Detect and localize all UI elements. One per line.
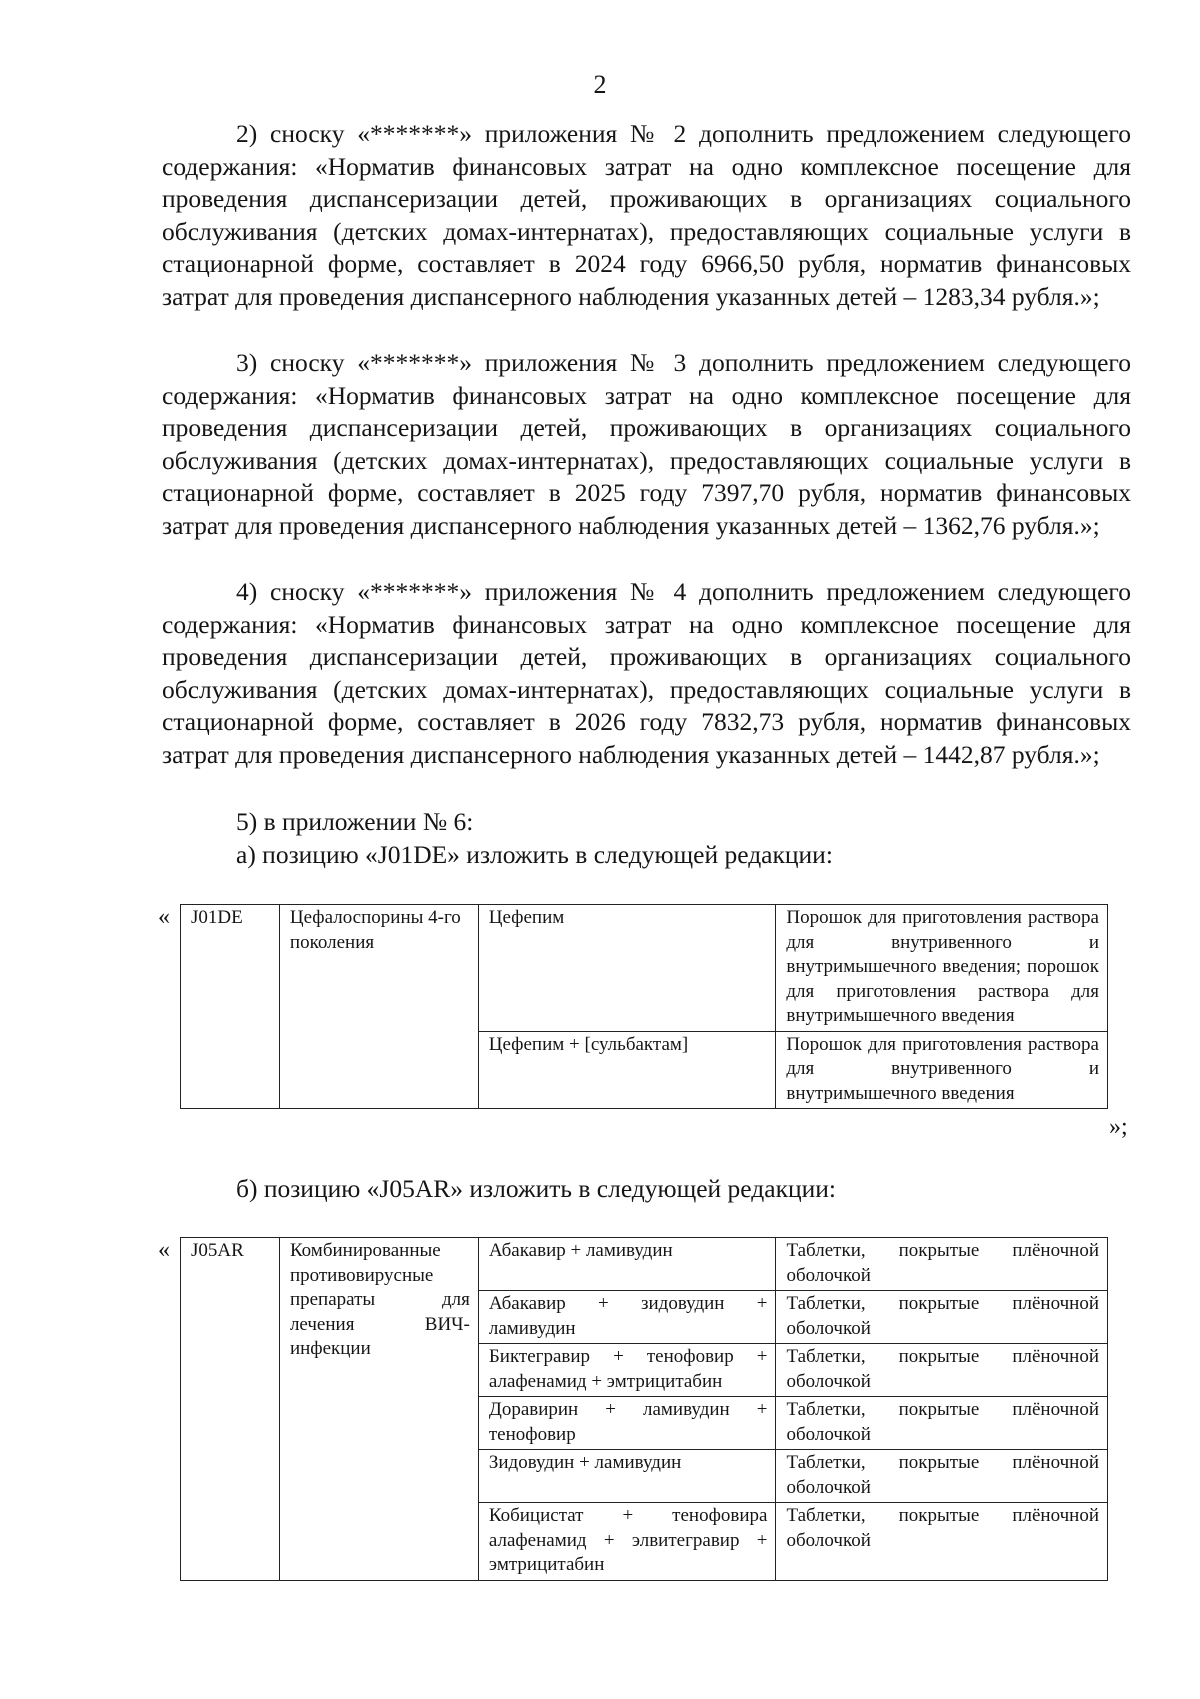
table-b-open-quote: « — [158, 1237, 170, 1263]
subitem-b-heading: б) позицию «J05AR» изложить в следующей редакции: — [236, 1174, 836, 1203]
atc-code-cell: J01DE — [181, 905, 280, 1109]
page-number: 2 — [593, 70, 607, 99]
drug-name-cell: Абакавир + ламивудин — [478, 1238, 776, 1291]
amendment-item-4: 4) сноску «*******» приложения № 4 дополнить предложением следующего содержания: «Норматив финансовых затрат на одно комплексное посещение для проведения диспансеризации детей, проживающих в организациях социального обслуживания (детских домах-интернатах), предоставляющих социальные услуги в стационарной форме, составляет в 2026 году 7832,73 рубля, норматив финансовых затрат для проведения диспансерного наблюдения указанных детей – 1442,87 рубля.»; — [162, 577, 1131, 769]
drug-name-cell: Абакавир + зидовудин + ламивудин — [478, 1291, 776, 1344]
amendment-item-2: 2) сноску «*******» приложения № 2 дополнить предложением следующего содержания: «Норматив финансовых затрат на одно комплексное посещение для проведения диспансеризации детей, проживающих в организациях социального обслуживания (детских домах-интернатах), предоставляющих социальные услуги в стационарной форме, составляет в 2024 году 6966,50 рубля, норматив финансовых затрат для проведения диспансерного наблюдения указанных детей – 1283,34 рубля.»; — [162, 119, 1131, 311]
drug-name-cell: Кобицистат + тенофовира алафенамид + элвитегравир + эмтрицитабин — [478, 1503, 776, 1581]
table-row — [181, 1238, 1108, 1291]
amendment-item-3: 3) сноску «*******» приложения № 3 дополнить предложением следующего содержания: «Норматив финансовых затрат на одно комплексное посещение для проведения диспансеризации детей, проживающих в организациях социального обслуживания (детских домах-интернатах), предоставляющих социальные услуги в стационарной форме, составляет в 2025 году 7397,70 рубля, норматив финансовых затрат для проведения диспансерного наблюдения указанных детей – 1362,76 рубля.»; — [162, 348, 1131, 540]
dosage-form-cell: Порошок для приготовления раствора для внутривенного и внутримышечного введения — [776, 1031, 1108, 1109]
amendment-item-5: 5) в приложении № 6: — [236, 807, 474, 836]
drug-name-cell: Доравирин + ламивудин + тенофовир — [478, 1397, 776, 1450]
dosage-form-cell: Таблетки, покрытые плёночной оболочкой — [776, 1397, 1108, 1450]
table-row — [181, 905, 1108, 1032]
atc-code-cell: J05AR — [181, 1238, 280, 1581]
dosage-form-cell: Таблетки, покрытые плёночной оболочкой — [776, 1238, 1108, 1291]
dosage-form-cell: Таблетки, покрытые плёночной оболочкой — [776, 1503, 1108, 1581]
drug-group-cell: Комбинированные противовирусные препараты для лечения ВИЧ-инфекции — [279, 1238, 478, 1581]
table-a-close-quote: »; — [1109, 1114, 1128, 1140]
drug-name-cell: Цефепим — [478, 905, 776, 1032]
drug-table-j01de — [180, 904, 1108, 1109]
drug-name-cell: Цефепим + [сульбактам] — [478, 1031, 776, 1109]
drug-group-cell: Цефалоспорины 4-го поколения — [279, 905, 478, 1109]
dosage-form-cell: Порошок для приготовления раствора для внутривенного и внутримышечного введения; порошок для приготовления раствора для внутримышечного введения — [776, 905, 1108, 1032]
drug-name-cell: Биктегравир + тенофовир + алафенамид + эмтрицитабин — [478, 1344, 776, 1397]
table-a-open-quote: « — [158, 904, 170, 930]
drug-name-cell: Зидовудин + ламивудин — [478, 1450, 776, 1503]
dosage-form-cell: Таблетки, покрытые плёночной оболочкой — [776, 1291, 1108, 1344]
subitem-a-heading: а) позицию «J01DE» изложить в следующей редакции: — [236, 840, 833, 869]
dosage-form-cell: Таблетки, покрытые плёночной оболочкой — [776, 1344, 1108, 1397]
dosage-form-cell: Таблетки, покрытые плёночной оболочкой — [776, 1450, 1108, 1503]
drug-table-j05ar — [180, 1237, 1108, 1581]
